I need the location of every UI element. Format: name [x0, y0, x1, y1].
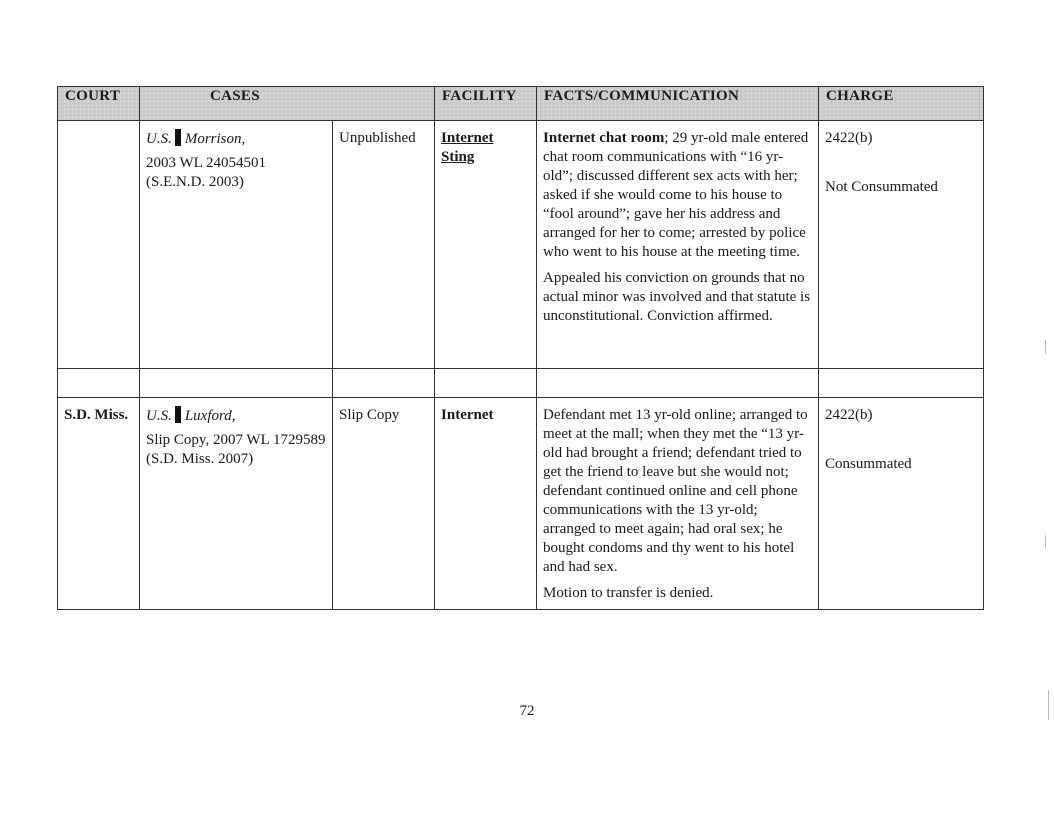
case-prefix: U.S. [146, 131, 172, 147]
publication-cell: Slip Copy [333, 398, 435, 610]
facility-cell [435, 121, 537, 369]
header-cases: CASES [140, 87, 435, 121]
header-facility: FACILITY [435, 87, 537, 121]
case-cell [140, 121, 333, 369]
case-cell [140, 398, 333, 610]
case-table [57, 86, 984, 610]
facility-label: Internet Sting [441, 130, 494, 165]
charge-status: Not Consummated [825, 179, 938, 195]
charge-code: 2422(b) [825, 407, 873, 423]
facts-paragraph: Appealed his conviction on grounds that no actual minor was involved and that statute is unconstitutional. Conviction affirmed. [543, 270, 811, 324]
scan-artifact [1045, 340, 1046, 354]
court-cell [58, 121, 140, 369]
table-row-spacer [58, 369, 984, 398]
table-header-row [58, 87, 984, 121]
case-citation: Slip Copy, 2007 WL 1729589 (S.D. Miss. 2007) [146, 432, 326, 467]
facts-cell [537, 121, 819, 369]
redaction-mark [175, 129, 181, 146]
header-charge: CHARGE [819, 87, 984, 121]
charge-status: Consummated [825, 456, 912, 472]
facts-paragraph: Internet chat room; 29 yr-old male entered chat room communications with “16 yr-old”; discussed different sex acts with her; asked if she would come to his house to “fool around”; gave her his address and arranged for her to come; arrested by police who went to his house at the meeting time. [543, 130, 809, 260]
case-name: Luxford, [184, 408, 236, 424]
publication-cell: Unpublished [333, 121, 435, 369]
facts-cell [537, 398, 819, 610]
case-prefix: U.S. [146, 408, 172, 424]
table-row [58, 398, 984, 610]
header-court: COURT [58, 87, 140, 121]
facts-paragraph: Defendant met 13 yr-old online; arranged to meet at the mall; when they met the “13 yr-old had brought a friend; defendant tried to get the friend to leave but she would not; defendant continued online and cell phone communications with the 13 yr-old; arranged to meet again; had oral sex; he bought condoms and thy went to his hotel and had sex. [543, 407, 808, 575]
table-row [58, 121, 984, 369]
facility-cell [435, 398, 537, 610]
redaction-mark [175, 406, 181, 423]
scan-artifact [1045, 535, 1046, 549]
scan-artifact [1048, 690, 1049, 720]
case-name: Morrison, [184, 131, 246, 147]
facility-label: Internet [441, 407, 494, 423]
case-citation: 2003 WL 24054501 (S.E.N.D. 2003) [146, 155, 266, 190]
charge-cell [819, 398, 984, 610]
facts-paragraph: Motion to transfer is denied. [543, 585, 714, 601]
court-cell: S.D. Miss. [58, 398, 140, 610]
page-number: 72 [519, 703, 535, 719]
charge-cell [819, 121, 984, 369]
charge-code: 2422(b) [825, 130, 873, 146]
header-facts: FACTS/COMMUNICATION [537, 87, 819, 121]
